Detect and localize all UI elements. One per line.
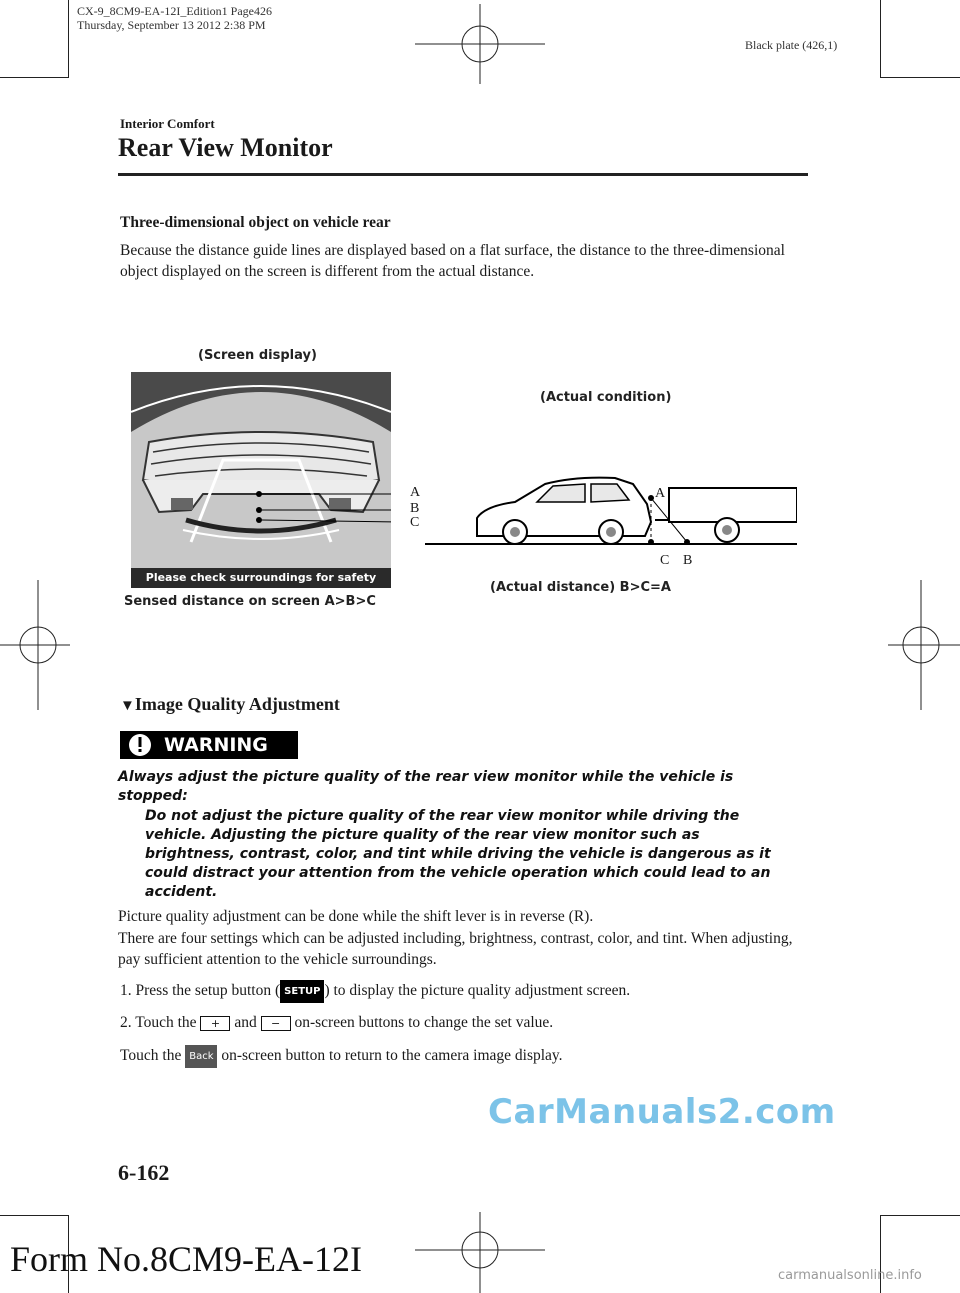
section-label: Interior Comfort [120, 116, 215, 131]
actual-caption: (Actual condition) [540, 390, 672, 405]
screen-display-illustration [131, 372, 391, 588]
step-2-text-a: Touch the [135, 1014, 197, 1031]
step-2-text-c: on-screen buttons to change the set value. [294, 1014, 554, 1031]
triangle-marker-icon: ▼ [120, 698, 135, 714]
crop-mark [68, 0, 69, 78]
step-1-number: 1. [120, 982, 132, 1000]
screen-banner: Please check surroundings for safety [145, 571, 377, 584]
crop-mark [880, 77, 960, 78]
warning-body: Do not adjust the picture quality of the rear view monitor while driving the vehicle. Adjusting the picture quality of the rear view monitor such as brightness, contrast, color, and tint while driving the vehicle is dangerous as it could distract your attention from the vehicle operation which could lead to an accident. [145, 808, 771, 900]
plate-label: Black plate (426,1) [745, 38, 838, 52]
step-1-text-b: ) to display the picture quality adjustment screen. [324, 982, 631, 1000]
para-shift-lever: Picture quality adjustment can be done while the shift lever is in reverse (R). [118, 908, 594, 925]
title-rule [118, 173, 808, 176]
warning-badge [120, 731, 298, 759]
label-a-actual: A [655, 486, 666, 501]
actual-condition-illustration [425, 470, 797, 550]
label-c-screen: C [410, 515, 420, 530]
warning-label: WARNING [164, 734, 268, 756]
actual-footer: (Actual distance) B>C=A [490, 580, 671, 595]
step-1-text-a: Press the setup button ( [135, 982, 281, 1000]
image-quality-heading [120, 694, 340, 715]
step-2-text-b: and [234, 1014, 257, 1031]
intro-heading: Three-dimensional object on vehicle rear [120, 214, 391, 231]
step-2 [120, 1012, 810, 1033]
warning-icon [126, 731, 164, 759]
step-2-number: 2. [120, 1014, 132, 1031]
minus-button[interactable]: − [261, 1016, 291, 1031]
plus-button[interactable]: + [200, 1016, 230, 1031]
registration-target-icon [0, 580, 70, 710]
screen-footer: Sensed distance on screen A>B>C [124, 594, 376, 609]
label-b-actual: B [683, 553, 693, 568]
back-instruction [120, 1045, 810, 1068]
online-watermark: carmanualsonline.info [778, 1268, 922, 1283]
registration-target-icon [888, 580, 960, 710]
setup-button[interactable]: SETUP [280, 980, 324, 1003]
carmanuals-watermark: CarManuals2.com [488, 1092, 836, 1132]
crop-mark [0, 1215, 68, 1216]
back-text-b: on-screen button to return to the camera image display. [221, 1047, 563, 1065]
date-line: Thursday, September 13 2012 2:38 PM [77, 18, 266, 32]
crop-mark [880, 0, 881, 78]
label-a-screen: A [410, 485, 421, 500]
crop-mark [0, 77, 68, 78]
page-number: 6-162 [118, 1160, 170, 1185]
step-1 [120, 980, 810, 1003]
warning-lead: Always adjust the picture quality of the rear view monitor while the vehicle is stopped: [118, 769, 734, 804]
label-b-screen: B [410, 501, 420, 516]
registration-target-icon [415, 1212, 545, 1293]
screen-caption: (Screen display) [198, 348, 317, 363]
intro-paragraph: Because the distance guide lines are displayed based on a flat surface, the distance to the three-dimensional object displayed on the screen is different from the actual distance. [120, 242, 785, 280]
back-text-a: Touch the [120, 1047, 182, 1065]
image-quality-title: Image Quality Adjustment [134, 694, 340, 714]
crop-mark [880, 1215, 960, 1216]
label-c-actual: C [660, 553, 670, 568]
registration-target-icon [415, 4, 545, 84]
page-title: Rear View Monitor [118, 133, 333, 162]
back-button[interactable]: Back [185, 1045, 217, 1068]
form-number: Form No.8CM9-EA-12I [10, 1239, 362, 1279]
para-four-settings: There are four settings which can be adjusted including, brightness, contrast, color, and tint. When adjusting, pay sufficient attention to the vehicle surroundings. [118, 930, 793, 968]
file-line: CX-9_8CM9-EA-12I_Edition1 Page426 [77, 4, 272, 18]
